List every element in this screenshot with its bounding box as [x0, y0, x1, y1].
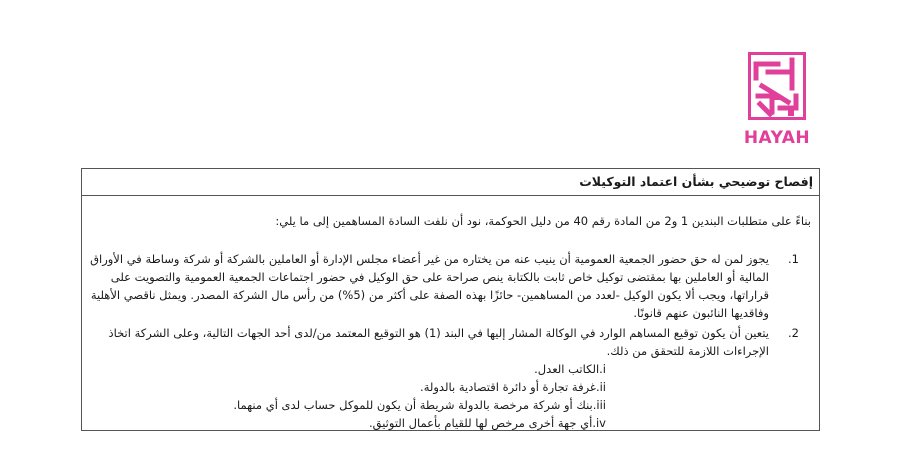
list-item-text: يتعين أن يكون توقيع المساهم الوارد في الوكالة المشار إليها في البند (1) هو التوقيع المعتمد من/لدى أحد الجهات التالية، وعلى الشركة اتخاذ الإجراءات اللازمة للتحقق من ذلك.	[108, 326, 769, 358]
intro-paragraph: بناءً على متطلبات البندين 1 و2 من المادة رقم 40 من دليل الحوكمة، نود أن نلفت السادة المساهمين إلى ما يلي:	[275, 214, 811, 228]
sub-item-chamber: ii.غرفة تجارة أو دائرة اقتصادية بالدولة.	[420, 380, 606, 394]
list-item	[90, 250, 811, 322]
disclosure-title: إفصاح توضيحي بشأن اعتماد التوكيلات	[82, 169, 819, 196]
hayah-logo-text: HAYAH	[743, 128, 811, 148]
hayah-logo	[740, 50, 814, 156]
sub-item-other: iv.أي جهة أخرى مرخص لها للقيام بأعمال التوثيق.	[368, 416, 606, 430]
sub-item-bank: iii.بنك أو شركة مرخصة بالدولة شريطة أن يكون للموكل حساب لدى أي منهما.	[233, 398, 606, 412]
sub-item-notary: i.الكاتب العدل.	[534, 362, 606, 376]
list-item-number: 2.	[788, 326, 799, 340]
list-item	[90, 324, 811, 360]
list-item-number: 1.	[788, 252, 799, 266]
disclosure-body	[82, 212, 819, 432]
list-item-text: يجوز لمن له حق حضور الجمعية العمومية أن ينيب عنه من يختاره من غير أعضاء مجلس الإدارة أو العاملين بالشركة أو شركة وساطة في الأوراق المالية أو العاملين بها بمقتضى توكيل خاص ثابت بالكتابة ينص صراحة على حق الوكيل في حضور اجتماعات الجمعية العمومية والتصويت على قراراتها، ويجب ألا يكون الوكيل -لعدد من المساهمين- حائزًا بهذه الصفة على أكثر من (5%) من رأس مال الشركة المصدر. ويمثل ناقصي الأهلية وفاقديها النائبون عنهم قانونًا.	[90, 252, 769, 320]
disclosure-box	[81, 168, 820, 431]
hayah-logo-mark-icon	[748, 52, 806, 120]
